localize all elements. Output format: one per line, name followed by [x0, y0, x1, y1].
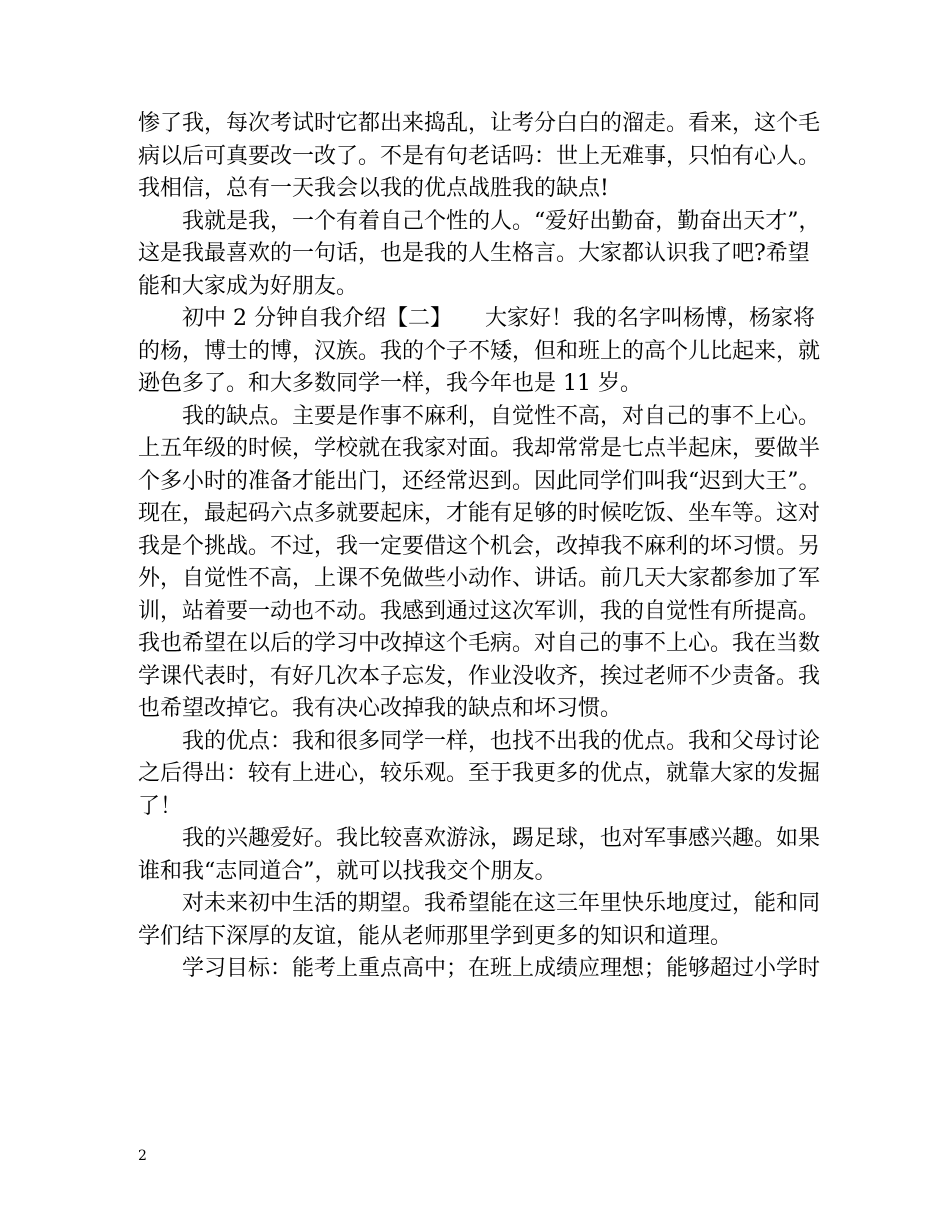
text-line: 学们结下深厚的友谊，能从老师那里学到更多的知识和道理。	[138, 923, 733, 949]
text-line: 惨了我，每次考试时它都出来捣乱，让考分白白的溜走。看来，这个毛	[138, 111, 821, 136]
text-line: 这是我最喜欢的一句话，也是我的人生格言。大家都认识我了吧?希望	[138, 241, 810, 266]
text-line: 训，站着要一动也不动。我感到通过这次军训，我的自觉性有所提高。	[138, 598, 821, 624]
text-line: 学课代表时，有好几次本子忘发，作业没收齐，挨过老师不少责备。我	[138, 663, 821, 689]
page-number: 2	[138, 1148, 147, 1164]
text-line: 现在，最起码六点多就要起床，才能有足够的时候吃饭、坐车等。这对	[138, 501, 821, 526]
text-line: 的杨，博士的博，汉族。我的个子不矮，但和班上的高个儿比起来，就	[138, 338, 821, 364]
text-line: 上五年级的时候，学校就在我家对面。我却常常是七点半起床，要做半	[138, 436, 821, 461]
text-line: 我的兴趣爱好。我比较喜欢游泳，踢足球，也对军事感兴趣。如果	[182, 826, 821, 851]
text-line: 了！	[138, 793, 183, 819]
text-line: 我相信，总有一天我会以我的优点战胜我的缺点!	[138, 176, 609, 201]
text-line: 我就是我，一个有着自己个性的人。“爱好出勤奋，勤奋出天才”，	[182, 208, 821, 234]
text-line: 逊色多了。和大多数同学一样，我今年也是 11 岁。	[138, 371, 642, 396]
text-line: 外，自觉性不高，上课不免做些小动作、讲话。前几天大家都参加了军	[138, 566, 821, 591]
text-line: 之后得出：较有上进心，较乐观。至于我更多的优点，就靠大家的发掘	[138, 761, 821, 786]
text-line: 学习目标：能考上重点高中；在班上成绩应理想；能够超过小学时	[182, 956, 821, 981]
text-line: 病以后可真要改一改了。不是有句老话吗：世上无难事，只怕有心人。	[138, 143, 821, 169]
text-line: 我是个挑战。不过，我一定要借这个机会，改掉我不麻利的坏习惯。另	[138, 533, 821, 559]
text-line: 我的缺点。主要是作事不麻利，自觉性不高，对自己的事不上心。	[182, 403, 821, 429]
text-line: 个多小时的准备才能出门，还经常迟到。因此同学们叫我“迟到大王”。	[138, 468, 821, 494]
text-line: 对未来初中生活的期望。我希望能在这三年里快乐地度过，能和同	[182, 891, 821, 916]
text-line: 我的优点：我和很多同学一样，也找不出我的优点。我和父母讨论	[182, 728, 821, 754]
text-line: 谁和我“志同道合”，就可以找我交个朋友。	[138, 858, 557, 884]
body-text	[138, 108, 821, 986]
text-line: 能和大家成为好朋友。	[138, 273, 359, 299]
text-line: 我也希望在以后的学习中改掉这个毛病。对自己的事不上心。我在当数	[138, 631, 821, 656]
text-line: 也希望改掉它。我有决心改掉我的缺点和坏习惯。	[138, 696, 623, 721]
text-line: 初中 2 分钟自我介绍【二】 大家好！我的名字叫杨博，杨家将	[182, 306, 815, 331]
